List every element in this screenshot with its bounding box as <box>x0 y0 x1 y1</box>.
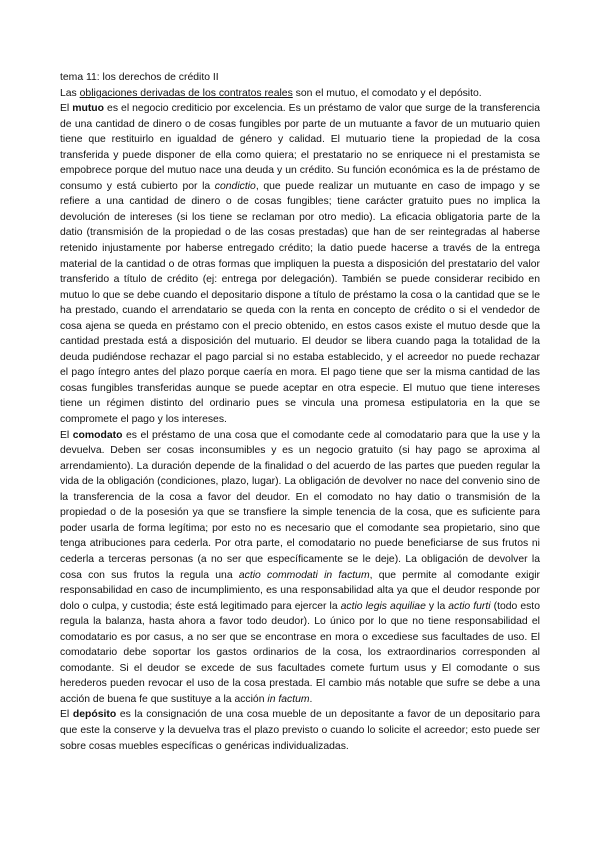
comodato-text-4: (todo esto regula la balanza, hasta ahora a favor todo deudor). Lo único por lo que no tiene responsabilidad el comodatario es por casus, a no ser que se encontrase en mora o excediese sus facultades de uso. El comodatario debe soportar los gastos ordinarios de la cosa, los extraordinarios corresponden al comodante. Si el deudor se excede de sus facultades comete furtum usus y El comodante o sus herederos pueden revocar el uso de la cosa prestada. El cambio más notable que sufre se debe a una acción de buena fe que sustituye a la acción <box>60 600 540 705</box>
mutuo-italic-condictio: condictio <box>214 180 256 192</box>
comodato-italic-2: actio legis aquiliae <box>340 600 426 612</box>
comodato-paragraph <box>60 428 540 708</box>
intro-paragraph <box>60 86 540 102</box>
comodato-italic-1: actio commodati in factum <box>238 569 370 581</box>
contratos-reales-link: obligaciones derivadas de los contratos reales <box>79 87 293 99</box>
mutuo-text-1: es el negocio crediticio por excelencia. Es un préstamo de valor que surge de la transferencia de una cantidad de dinero o de cosas fungibles por parte de un mutuante a favor de un mutuario quien tiene que restituirlo en igualdad de género y calidad. El mutuario tiene la propiedad de la cosa transferida y puede disponer de ella como quiera; el prestatario no se enriquece ni el prestamista se empobrece porque del mutuo nace una deuda y un crédito. Su función económica es la de préstamo de consumo y está cubierto por la <box>60 103 540 192</box>
comodato-italic-3: actio furti <box>448 600 491 612</box>
comodato-italic-4: in factum <box>267 693 310 705</box>
intro-text-end: son el mutuo, el comodato y el depósito. <box>292 87 482 99</box>
deposito-text-1: es la consignación de una cosa mueble de un depositante a favor de un depositario para que este la conserve y la devuelva tras el plazo previsto o cuando lo solicite el acreedor; esto puede ser sobre cosas muebles específicas o genéricas individualizadas. <box>60 709 540 752</box>
comodato-term: comodato <box>72 429 123 441</box>
deposito-paragraph <box>60 707 540 754</box>
document-page <box>60 70 540 754</box>
comodato-text-3: y la <box>425 600 449 612</box>
mutuo-pre: El <box>60 103 73 115</box>
comodato-text-1: es el préstamo de una cosa que el comodante cede al comodatario para que la use y la devuelva. Deben ser cosas inconsumibles y es un negocio gratuito (si hay pago se aproxima al arrendamiento). La duración depende de la finalidad o del acuerdo de las partes que pueden regular la vida de la obligación (condiciones, plazo, lugar). La obligación de devolver no nace del convenio sino de la transferencia de la cosa a favor del deudor. En el comodato no hay datio o transmisión de la propiedad o de la posesión ya que se transfiere la simple tenencia de la cosa, que es suficiente para poder usarla de forma legítima; por esto no es necesario que el comodante sea propietario, sino que tenga atribuciones para cederla. Por otra parte, el comodatario no puede beneficiarse de sus frutos ni cederla a terceras personas (a no ser que específicamente se le deje). La obligación de devolver la cosa con sus frutos la regula una <box>60 429 540 581</box>
mutuo-paragraph <box>60 101 540 427</box>
mutuo-term: mutuo <box>72 103 105 115</box>
comodato-text-5: . <box>309 693 313 705</box>
mutuo-text-2: , que puede realizar un mutuante en caso de impago y se refiere a una cantidad de dinero o de cosas fungibles; tiene carácter gratuito pues no implica la devolución de intereses (si los tiene se reclaman por otro medio). La eficacia obligatoria parte de la datio (transmisión de la propiedad o de las cosas prestadas) que han de ser reintegradas al haberse retenido injustamente por haberse entregado crédito; la datio puede hacerse a través de la entrega material de la cantidad o de otras formas que impliquen la puesta a disposición del prestatario del valor transferido a título de crédito (ej: entrega por delegación). También se puede considerar recibido en mutuo lo que se debe cuando el depositario dispone a título de préstamo la cosa o la cantidad que se le ha prestado, cuando el arrendatario se queda con la renta en concepto de crédito o si el vendedor de cosa ajena se queda en préstamo con el precio obtenido, en estos casos existe el mutuo desde que la cantidad prestada está a disposición del mutuario. El deudor se libera cuando paga la totalidad de la deuda pudiéndose rechazar el pago parcial si no estaba establecido, y el acreedor no puede rechazar el pago íntegro antes del plazo porque caería en mora. El pago tiene que ser la misma cantidad de las cosas fungibles transferidas aunque se puede aceptar en otra especie. El mutuo que tiene intereses tiene un régimen distinto del ordinario pues se vincula una promesa estipulatoria en la que se compromete el pago y los intereses. <box>60 180 541 426</box>
comodato-text-2: , que permite al comodante exigir responsabilidad en caso de incumplimiento, es una responsabilidad alta ya que el deudor responde por dolo o culpa, y custodia; éste está legitimado para ejercer la <box>60 569 541 612</box>
page-title: tema 11: los derechos de crédito II <box>60 72 219 83</box>
comodato-pre: El <box>60 429 73 441</box>
deposito-term: depósito <box>72 709 117 721</box>
deposito-pre: El <box>60 709 73 721</box>
intro-text-start: Las <box>60 87 80 99</box>
